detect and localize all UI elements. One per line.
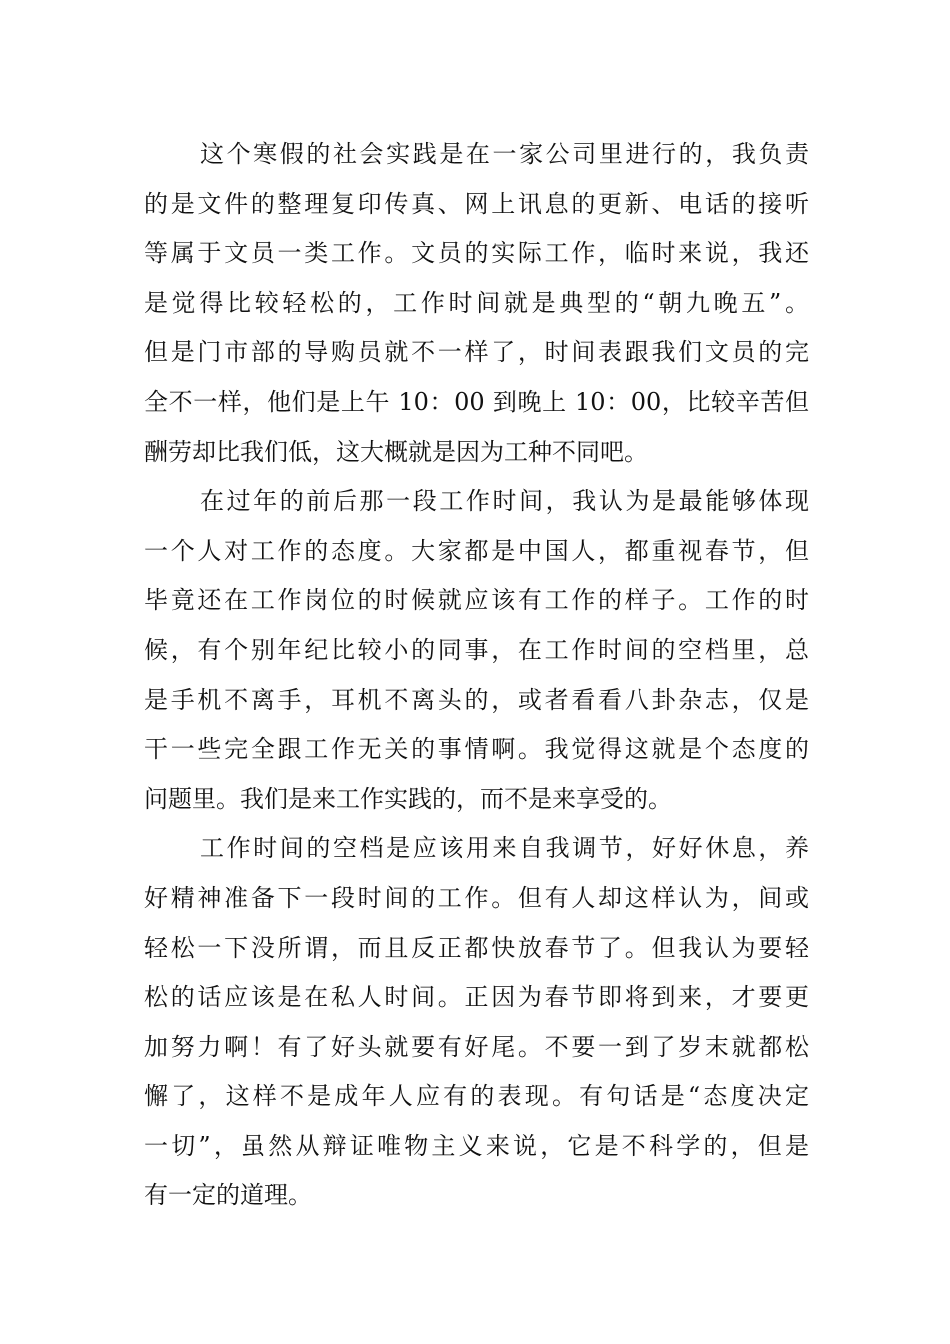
paragraph-line: 毕竟还在工作岗位的时候就应该有工作的样子。工作的时 (144, 586, 809, 615)
paragraph-line: 干一些完全跟工作无关的事情啊。我觉得这就是个态度的 (144, 735, 809, 764)
paragraph-3 (144, 824, 809, 1221)
paragraph-line: 松的话应该是在私人时间。正因为春节即将到来，才要更 (144, 983, 809, 1012)
paragraph-line: 一个人对工作的态度。大家都是中国人，都重视春节，但 (144, 536, 809, 565)
paragraph-line: 是觉得比较轻松的，工作时间就是典型的“朝九晚五”。 (144, 288, 809, 317)
paragraph-line: 的是文件的整理复印传真、网上讯息的更新、电话的接听 (144, 189, 809, 218)
paragraph-line: 等属于文员一类工作。文员的实际工作，临时来说，我还 (144, 239, 809, 268)
paragraph-line: 懈了，这样不是成年人应有的表现。有句话是“态度决定 (144, 1082, 809, 1111)
document-body (144, 130, 809, 1221)
paragraph-line: 加努力啊！有了好头就要有好尾。不要一到了岁末就都松 (144, 1032, 809, 1061)
paragraph-line: 全不一样，他们是上午 10：00 到晚上 10：00，比较辛苦但 (144, 387, 809, 416)
paragraph-1 (144, 130, 809, 477)
paragraph-line: 这个寒假的社会实践是在一家公司里进行的，我负责 (200, 140, 809, 168)
paragraph-line: 但是门市部的导购员就不一样了，时间表跟我们文员的完 (144, 338, 809, 367)
paragraph-line: 候，有个别年纪比较小的同事，在工作时间的空档里，总 (144, 635, 809, 664)
paragraph-line: 好精神准备下一段时间的工作。但有人却这样认为，间或 (144, 883, 809, 912)
paragraph-line: 是手机不离手，耳机不离头的，或者看看八卦杂志，仅是 (144, 685, 809, 714)
paragraph-line: 酬劳却比我们低，这大概就是因为工种不同吧。 (144, 437, 648, 466)
paragraph-line: 在过年的前后那一段工作时间，我认为是最能够体现 (200, 487, 809, 516)
paragraph-line: 轻松一下没所谓，而且反正都快放春节了。但我认为要轻 (144, 933, 809, 962)
paragraph-2 (144, 477, 809, 824)
paragraph-line: 有一定的道理。 (144, 1181, 312, 1210)
paragraph-line: 一切”，虽然从辩证唯物主义来说，它是不科学的，但是 (144, 1131, 809, 1160)
paragraph-line: 问题里。我们是来工作实践的，而不是来享受的。 (144, 784, 672, 813)
paragraph-line: 工作时间的空档是应该用来自我调节，好好休息，养 (200, 834, 809, 863)
